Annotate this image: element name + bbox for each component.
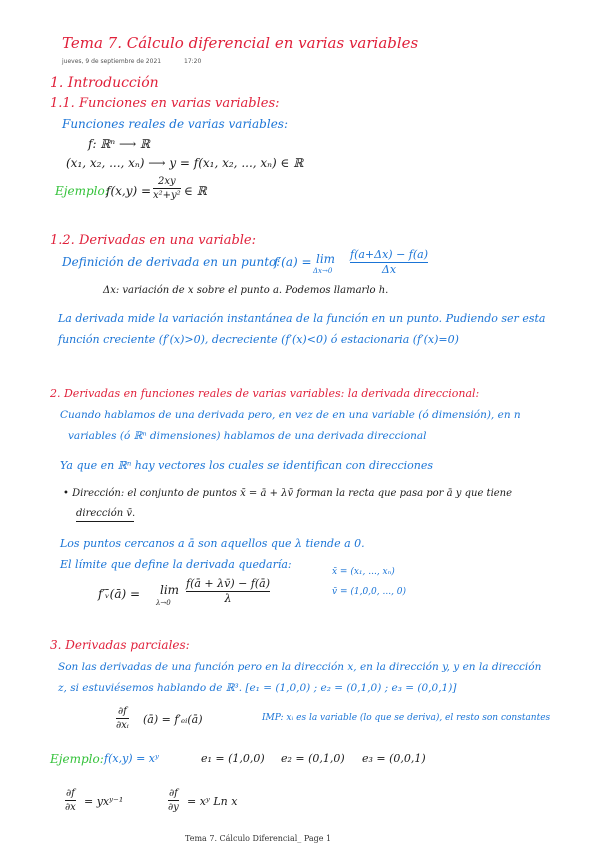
math-side-v: v̄ = (1,0,0, ..., 0) — [332, 587, 407, 597]
page-footer: Tema 7. Cálculo Diferencial_ Page 1 — [185, 834, 332, 843]
example-fraction — [153, 176, 181, 201]
directional-numerator: f(ā + λv̄) − f(ā) — [186, 577, 271, 590]
text-section3-line1: Son las derivadas de una función pero en la dirección x, en la dirección y, y en la dirección — [58, 661, 542, 673]
section-heading-derivadas-parciales: 3. Derivadas parciales: — [50, 638, 190, 652]
math-limit-sub: Δx→0 — [313, 267, 333, 275]
math-derivative-lhs: f′(a) = — [274, 255, 312, 269]
text-definicion-derivada: Definición de derivada en un punto: — [62, 255, 281, 269]
fraction-bar — [65, 800, 76, 801]
math-unit-vector-e2: e₂ = (0,1,0) — [281, 752, 345, 765]
partial-y-numerator: ∂f — [168, 788, 178, 799]
example-label: Ejemplo: — [50, 752, 104, 766]
derivative-numerator: f(a+Δx) − f(a) — [350, 248, 428, 261]
partial-x-numerator: ∂f — [65, 788, 75, 799]
date-stamp: jueves, 9 de septiembre de 2021 — [62, 58, 162, 65]
fraction-bar — [168, 800, 179, 801]
subsection-heading-funciones: 1.1. Funciones en varias variables: — [50, 96, 280, 111]
math-limit-sub: λ→0 — [156, 599, 171, 607]
math-partial-x-result: = yxʸ⁻¹ — [84, 795, 124, 808]
math-partial-rhs: (ā) = f′ₑᵢ(ā) — [143, 713, 203, 726]
example-function-lhs: f(x,y) = — [106, 184, 152, 198]
section-heading-derivada-direccional: 2. Derivadas en funciones reales de varias variables: la derivada direccional: — [50, 387, 480, 400]
math-mapping-full: (x₁, x₂, ..., xₙ) ⟶ y = f(x₁, x₂, ..., xₙ) ∈ ℝ — [66, 156, 304, 170]
partial-x-denominator: ∂x — [65, 802, 76, 813]
text-section2-line3: Ya que en ℝⁿ hay vectores los cuales se identifican con direcciones — [60, 459, 434, 472]
example-label: Ejemplo: — [55, 184, 109, 198]
text-section2-line1: Cuando hablamos de una derivada pero, en vez de en una variable (ó dimensión), en n — [60, 409, 521, 421]
math-limit: lim — [160, 583, 180, 597]
example-denominator: x²+y² — [153, 190, 181, 201]
math-partial-y-result: = xʸ Ln x — [187, 795, 238, 808]
text-section3-line2: z, si estuviésemos hablando de ℝ³. [e₁ = (1,0,0) ; e₂ = (0,1,0) ; e₃ = (0,0,1)] — [58, 682, 457, 694]
text-puntos-cercanos: Los puntos cercanos a ā son aquellos que λ tiende a 0. — [60, 537, 365, 550]
text-imp-note: IMP: xᵢ es la variable (lo que se deriva), el resto son constantes — [262, 713, 551, 723]
partial-fraction — [116, 706, 129, 731]
math-unit-vector-e3: e₃ = (0,0,1) — [362, 752, 426, 765]
example-codomain: ∈ ℝ — [184, 184, 207, 198]
text-paragraph-derivada-1: La derivada mide la variación instantánea de la función en un punto. Pudiendo ser esta — [58, 312, 546, 325]
derivative-fraction — [350, 249, 428, 276]
math-unit-vector-e1: e₁ = (1,0,0) — [201, 752, 265, 765]
fraction-bar — [116, 718, 129, 719]
text-section2-line2: variables (ó ℝⁿ dimensiones) hablamos de una derivada direccional — [68, 430, 427, 442]
text-funciones-reales: Funciones reales de varias variables: — [62, 117, 288, 131]
partial-numerator: ∂f — [117, 706, 127, 717]
math-limit: lim — [316, 252, 336, 266]
text-paragraph-derivada-2: función creciente (f′(x)>0), decreciente (f′(x)<0) ó estacionaria (f′(x)=0) — [58, 333, 459, 346]
directional-fraction — [186, 578, 270, 605]
partial-x-fraction — [65, 788, 76, 813]
math-example-function: f(x,y) = xʸ — [104, 752, 159, 765]
subsection-heading-derivadas: 1.2. Derivadas en una variable: — [50, 233, 256, 248]
text-limite-define: El límite que define la derivada quedaría: — [60, 558, 292, 571]
section-heading-introduccion: 1. Introducción — [50, 75, 159, 91]
math-side-x: x̄ = (x₁, ..., xₙ) — [332, 567, 395, 577]
partial-y-denominator: ∂y — [168, 802, 179, 813]
underline-direccion — [76, 521, 134, 522]
partial-denominator: ∂xᵢ — [116, 720, 129, 731]
text-delta-note: Δx: variación de x sobre el punto a. Podemos llamarlo h. — [103, 285, 389, 296]
text-bullet-direccion-cont: dirección v̄. — [76, 508, 136, 519]
math-directional-lhs: f′ᵥ̄(ā) = — [98, 587, 141, 601]
page-title: Tema 7. Cálculo diferencial en varias variables — [62, 34, 419, 52]
text-bullet-direccion: • Dirección: el conjunto de puntos x̄ = ā + λv̄ forman la recta que pasa por ā y que tiene — [63, 488, 513, 499]
derivative-denominator: Δx — [381, 263, 397, 277]
example-numerator: 2xy — [158, 176, 176, 187]
time-stamp: 17:20 — [184, 58, 202, 65]
math-mapping: f: ℝⁿ ⟶ ℝ — [88, 137, 150, 151]
partial-y-fraction — [168, 788, 179, 813]
directional-denominator: λ — [224, 592, 232, 606]
fraction-bar — [153, 188, 181, 189]
